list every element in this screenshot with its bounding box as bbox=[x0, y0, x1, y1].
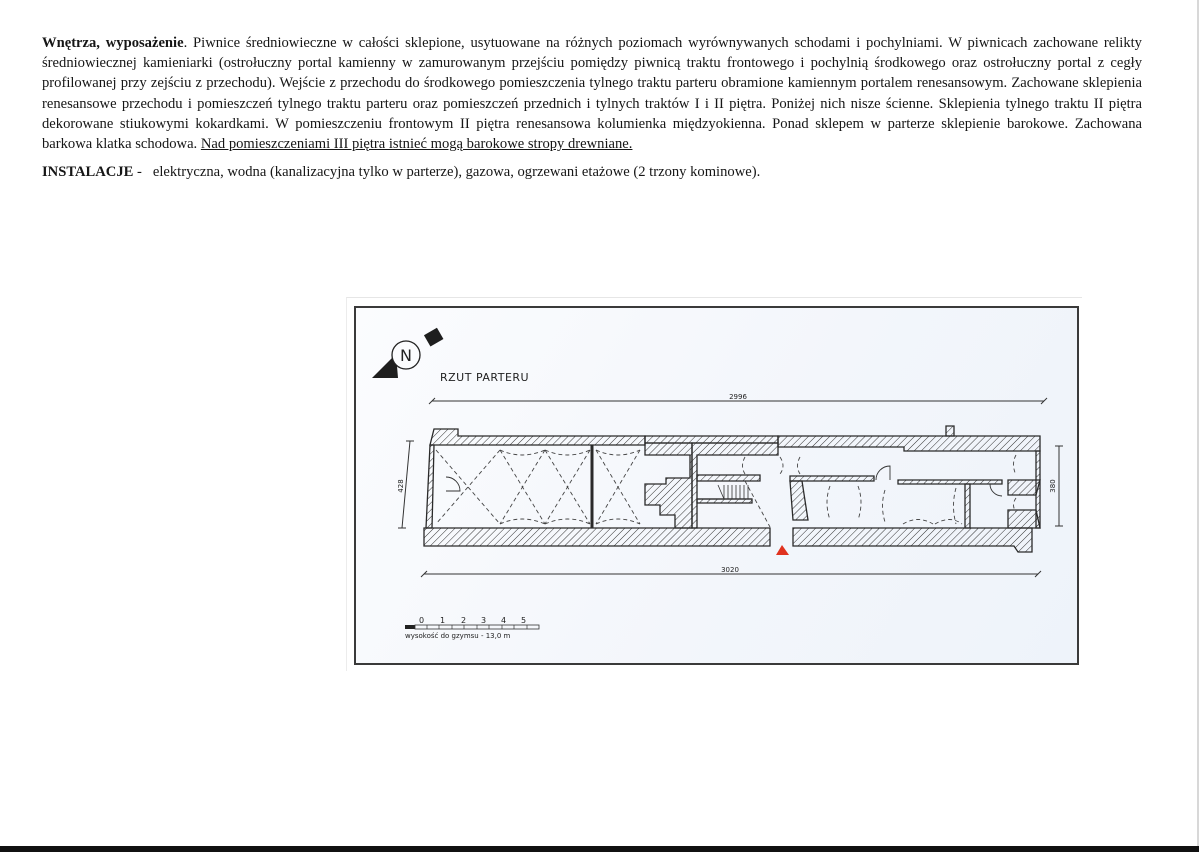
svg-text:428: 428 bbox=[397, 479, 405, 493]
interiors-body: Piwnice średniowieczne w całości sklepione, usytuowane na różnych poziomach wyrównywanych schodami i pochylniami. W piwnicach zachowane relikty średniowiecznej kamieniarki (ostrołuczny portal kamienny w zamurowanym przejściu pomiędzy piwnicą traktu frontowego i pochylnią środkowego oraz ostrołuczny portal z cegły profilowanej przy zejściu z przechodu). Wejście z przechodu do środkowego pomieszczenia tylnego traktu parteru obramione kamiennym portalem renesansowym. Zachowane sklepienia renesansowe przechodu i pomieszczeń tylnego traktu parteru oraz pomieszczeń przednich i tylnych traktów I i II piętra. Poniżej nich nisze ścienne. Sklepienia tylnego traktu II piętra dekorowane stiukowymi kokardkami. W pomieszczeniu frontowym II piętra renesansowa kolumienka międzyokienna. Ponad sklepem w parterze sklepienie barokowe. Zachowana barkowa klatka schodowa. bbox=[42, 35, 1142, 153]
svg-text:4: 4 bbox=[501, 616, 507, 625]
installations-heading: INSTALACJE bbox=[42, 164, 134, 180]
svg-text:3020: 3020 bbox=[721, 566, 739, 574]
interiors-heading-suffix: . bbox=[183, 35, 188, 51]
staircase bbox=[697, 485, 752, 499]
plan-title: RZUT PARTERU bbox=[440, 371, 530, 384]
svg-text:3: 3 bbox=[481, 616, 487, 625]
entrance-marker-icon bbox=[776, 545, 789, 555]
north-arrow-icon bbox=[372, 328, 443, 378]
svg-text:2996: 2996 bbox=[729, 393, 747, 401]
interiors-underlined-note: Nad pomieszczeniami III piętra istnieć mogą barokowe stropy drewniane. bbox=[200, 136, 633, 153]
dimension-bottom bbox=[421, 566, 1041, 577]
dimension-left bbox=[397, 441, 414, 528]
north-label: N bbox=[400, 346, 412, 365]
installations-separator: - bbox=[133, 164, 153, 180]
scale-bar bbox=[405, 616, 539, 640]
dimension-right bbox=[1049, 446, 1063, 526]
svg-text:5: 5 bbox=[521, 616, 527, 625]
dimension-top bbox=[429, 393, 1047, 404]
interiors-heading: Wnętrza, wyposażenie bbox=[42, 35, 184, 51]
svg-text:0: 0 bbox=[419, 616, 425, 625]
scale-caption: wysokość do gzymsu - 13,0 m bbox=[405, 632, 511, 640]
svg-text:380: 380 bbox=[1049, 479, 1057, 493]
svg-text:1: 1 bbox=[440, 616, 446, 625]
installations-body: elektryczna, wodna (kanalizacyjna tylko w parterze), gazowa, ogrzewani etażowe (2 trzony kominowe). bbox=[152, 164, 761, 180]
vault-lines bbox=[436, 450, 1016, 527]
svg-text:2: 2 bbox=[461, 616, 467, 625]
